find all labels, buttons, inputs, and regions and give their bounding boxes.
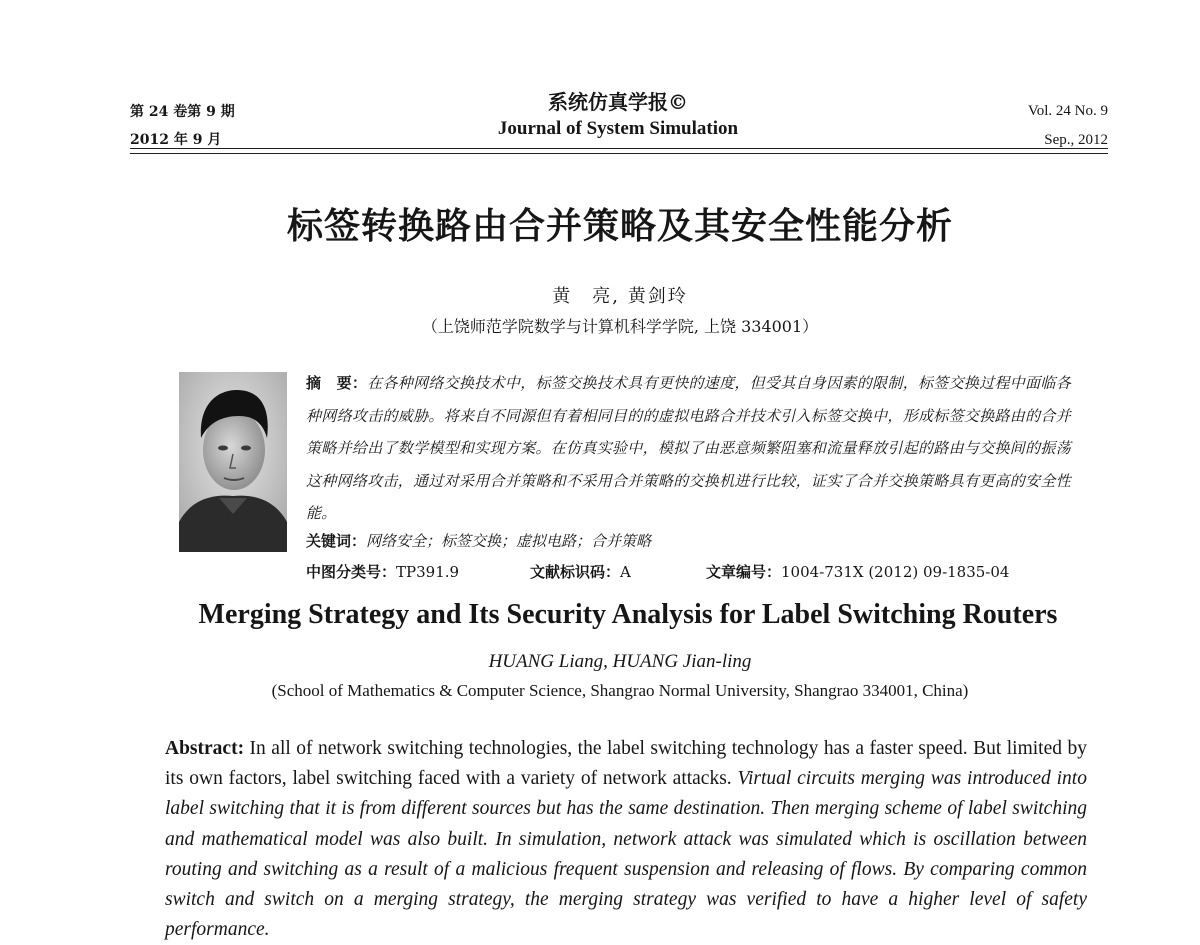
header-volume-en-block [1028, 97, 1108, 155]
abstract-cn [306, 367, 1086, 530]
classification-codes [306, 560, 1086, 584]
keywords-cn [306, 529, 1086, 553]
authors-en: HUANG Liang, HUANG Jian-ling [488, 651, 752, 672]
authors-cn: 黄 亮, 黄剑玲 [552, 286, 688, 307]
abstract-en-label: Abstract: [165, 738, 245, 759]
date-en: Sep., 2012 [1044, 132, 1108, 148]
author-photo [179, 372, 287, 552]
abstract-en-text-plain: In all of network switching technologies, the label switching technology has a faster speed. But limited by its own factors, label switching faced with a variety of network attacks. [165, 738, 1087, 790]
date-cn: 2012 年 9 月 [130, 132, 222, 148]
affiliation-en: (School of Mathematics & Computer Science, Shangrao Normal University, Shangrao 334001, China) [271, 681, 969, 700]
clc-code [306, 560, 530, 584]
header-rule-top [130, 148, 1108, 149]
paper-title-cn: 标签转换路由合并策略及其安全性能分析 [286, 205, 953, 247]
abstract-en [165, 734, 1087, 945]
journal-name-cn: 系统仿真学报© [548, 90, 688, 114]
article-code-value: 1004-731X (2012) 09-1835-04 [781, 563, 1010, 581]
volume-en: Vol. 24 No. 9 [1027, 103, 1108, 119]
article-code [706, 560, 1009, 584]
doc-code [530, 560, 706, 584]
paper-title-en: Merging Strategy and Its Security Analysis for Label Switching Routers [198, 599, 1058, 630]
abstract-en-text-italic: Virtual circuits merging was introduced into label switching that it is from different sources but has the same destination. Then merging scheme of label switching and mathematical model was also built. In simulation, network attack was simulated which is oscillation between routing and switching as a result of a malicious frequent suspension and releasing of flows. By comparing common switch and switch on a merging strategy, the merging strategy was verified to have a higher level of safety performance. [165, 768, 1087, 941]
doc-code-value: A [620, 563, 631, 581]
doc-code-label: 文献标识码： [530, 563, 621, 581]
clc-code-label: 中图分类号： [306, 563, 397, 581]
keywords-cn-text: 网络安全；标签交换；虚拟电路；合并策略 [366, 532, 652, 550]
author-photo-image [179, 372, 287, 552]
abstract-cn-text: 在各种网络交换技术中，标签交换技术具有更快的速度，但受其自身因素的限制，标签交换过程中面临各种网络攻击的威胁。将来自不同源但有着相同目的的虚拟电路合并技术引入标签交换中，形成标签交换路由的合并策略并给出了数学模型和实现方案。在仿真实验中，模拟了由恶意频繁阻塞和流量释放引起的路由与交换间的振荡这种网络攻击，通过对采用合并策略和不采用合并策略的交换机进行比较，证实了合并交换策略具有更高的安全性能。 [306, 374, 1072, 522]
journal-name-en: Journal of System Simulation [497, 118, 739, 139]
article-code-label: 文章编号： [706, 563, 782, 581]
header-rule-bottom [130, 153, 1108, 154]
volume-cn: 第 24 卷第 9 期 [130, 104, 235, 120]
keywords-cn-label: 关键词： [306, 532, 367, 550]
journal-name-block [470, 88, 766, 142]
header-volume-cn-block [130, 98, 235, 154]
clc-code-value: TP391.9 [396, 563, 460, 581]
abstract-cn-label: 摘 要： [306, 374, 368, 392]
affiliation-cn: （上饶师范学院数学与计算机科学学院, 上饶 334001） [421, 317, 819, 336]
